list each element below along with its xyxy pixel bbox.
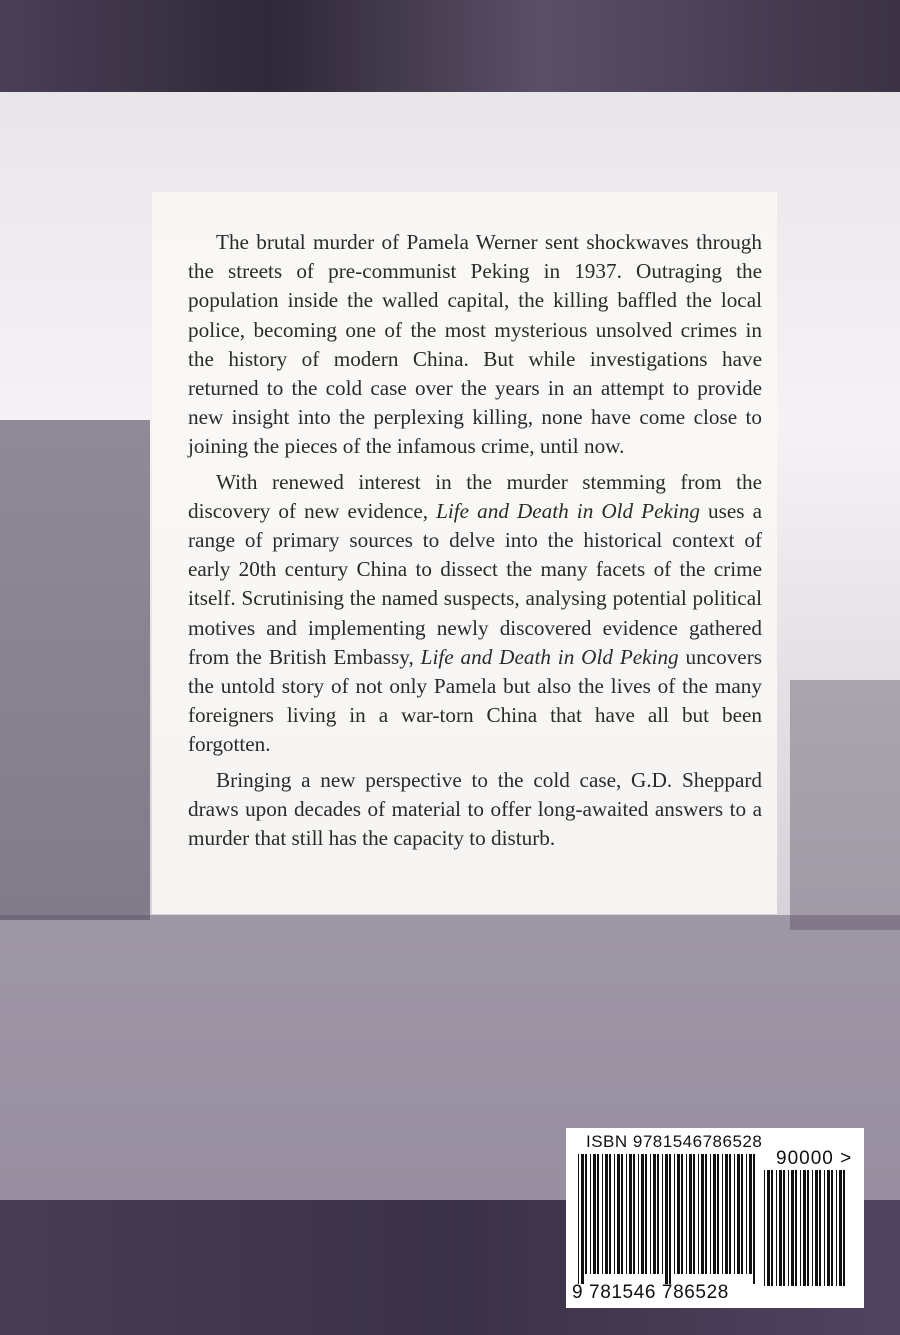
price-addon-barcode	[764, 1170, 848, 1296]
barcode-bar	[791, 1170, 794, 1286]
book-title-mention: Life and Death in Old Peking	[420, 644, 679, 669]
top-color-band	[0, 0, 900, 92]
barcode-bar	[795, 1170, 797, 1286]
barcode-bar	[657, 1154, 659, 1274]
blurb-p2-part-c: uncovers the untold story of not only Pamela but also the lives of the many foreigners living in a war-torn China that have all but been forgotten.	[188, 644, 762, 757]
barcode-bar	[771, 1170, 773, 1286]
barcode-bar	[812, 1170, 813, 1286]
blurb-paragraph-1: The brutal murder of Pamela Werner sent shockwaves through the streets of pre-communist Peking in 1937. Outraging the population inside the walled capital, the killing baffled the local police, becoming one of the most mysterious unsolved crimes in the history of modern China. But while investigations have returned to the cold case over the years in an attempt to provide new insight into the perplexing killing, none have come close to joining the pieces of the infamous crime, until now.	[188, 230, 762, 459]
barcode-bar	[779, 1170, 782, 1286]
barcode-bar	[767, 1170, 770, 1286]
barcode-bar	[693, 1154, 695, 1274]
isbn-barcode-box	[566, 1128, 864, 1308]
photo-shadow-left	[0, 420, 150, 920]
barcode-bar	[746, 1154, 747, 1274]
barcode-bar	[617, 1154, 620, 1274]
barcode-bar	[633, 1154, 635, 1274]
barcode-bar	[614, 1154, 615, 1274]
barcode-bar	[713, 1154, 716, 1274]
barcode-bar	[629, 1154, 632, 1274]
barcode-bar	[638, 1154, 639, 1274]
barcode-bar	[665, 1154, 668, 1284]
barcode-bar	[827, 1170, 830, 1286]
barcode-bar	[626, 1154, 627, 1274]
barcode-bar	[807, 1170, 809, 1286]
barcode-bar	[783, 1170, 785, 1286]
barcode-bar	[705, 1154, 707, 1274]
barcode-bar	[734, 1154, 735, 1274]
barcode-bar	[764, 1170, 765, 1286]
blurb-p2-part-a: With renewed interest in the murder stemming from the discovery of new evidence,	[188, 469, 762, 523]
barcode-bar	[729, 1154, 731, 1274]
barcode-bar	[674, 1154, 675, 1274]
barcode-bar	[843, 1170, 845, 1286]
blurb-text	[188, 228, 762, 859]
blurb-p2-part-b: uses a range of primary sources to delve into the historical context of early 20th century China to dissect the many facets of the crime itself. Scrutinising the named suspects, analysing potential political motives and implementing newly discovered evidence gathered from the British Embassy,	[188, 498, 762, 669]
barcode-bar	[839, 1170, 842, 1286]
barcode-bar	[585, 1154, 587, 1274]
barcode-bar	[593, 1154, 596, 1274]
barcode-bar	[815, 1170, 818, 1286]
barcode-bar	[819, 1170, 821, 1286]
isbn-label: ISBN 9781546786528	[586, 1132, 763, 1151]
barcode-bar	[650, 1154, 651, 1274]
blurb-paragraph-3: Bringing a new perspective to the cold case, G.D. Sheppard draws upon decades of material to offer long-awaited answers to a murder that still has the capacity to disturb.	[188, 767, 762, 851]
barcode-bar	[717, 1154, 719, 1274]
barcode-bar	[836, 1170, 837, 1286]
barcode-bar	[686, 1154, 687, 1274]
barcode-bar	[578, 1154, 579, 1284]
barcode-bar	[609, 1154, 611, 1274]
barcode-bar	[788, 1170, 789, 1286]
barcode-bar	[737, 1154, 740, 1274]
barcode-bar	[621, 1154, 623, 1274]
photo-shadow-right	[790, 680, 900, 930]
barcode-bar	[776, 1170, 777, 1286]
barcode-bar	[753, 1154, 755, 1284]
barcode-bar	[662, 1154, 663, 1274]
barcode-bar	[641, 1154, 644, 1274]
barcode-bar	[722, 1154, 723, 1274]
barcode-bar	[590, 1154, 591, 1274]
barcode-bar	[831, 1170, 833, 1286]
barcode-bar	[824, 1170, 825, 1286]
barcode-bar	[653, 1154, 656, 1274]
barcode-bar	[749, 1154, 752, 1274]
barcode-bar	[645, 1154, 647, 1274]
blurb-paragraph-2	[188, 468, 762, 760]
isbn-digits: 9 781546 786528	[572, 1282, 729, 1303]
barcode-bar	[605, 1154, 608, 1274]
barcode-bar	[725, 1154, 728, 1274]
barcode-bar	[741, 1154, 743, 1274]
barcode-bar	[581, 1154, 584, 1284]
ean13-barcode	[578, 1154, 756, 1284]
barcode-bar	[681, 1154, 683, 1274]
barcode-bar	[602, 1154, 603, 1274]
price-code: 90000 >	[776, 1148, 853, 1169]
barcode-bar	[689, 1154, 692, 1274]
barcode-bar	[710, 1154, 711, 1274]
barcode-bar	[701, 1154, 704, 1274]
barcode-bar	[677, 1154, 680, 1274]
book-title-mention: Life and Death in Old Peking	[436, 498, 700, 523]
barcode-bar	[800, 1170, 801, 1286]
barcode-bar	[803, 1170, 806, 1286]
barcode-bar	[597, 1154, 599, 1274]
barcode-bar	[669, 1154, 671, 1284]
barcode-bar	[698, 1154, 699, 1274]
